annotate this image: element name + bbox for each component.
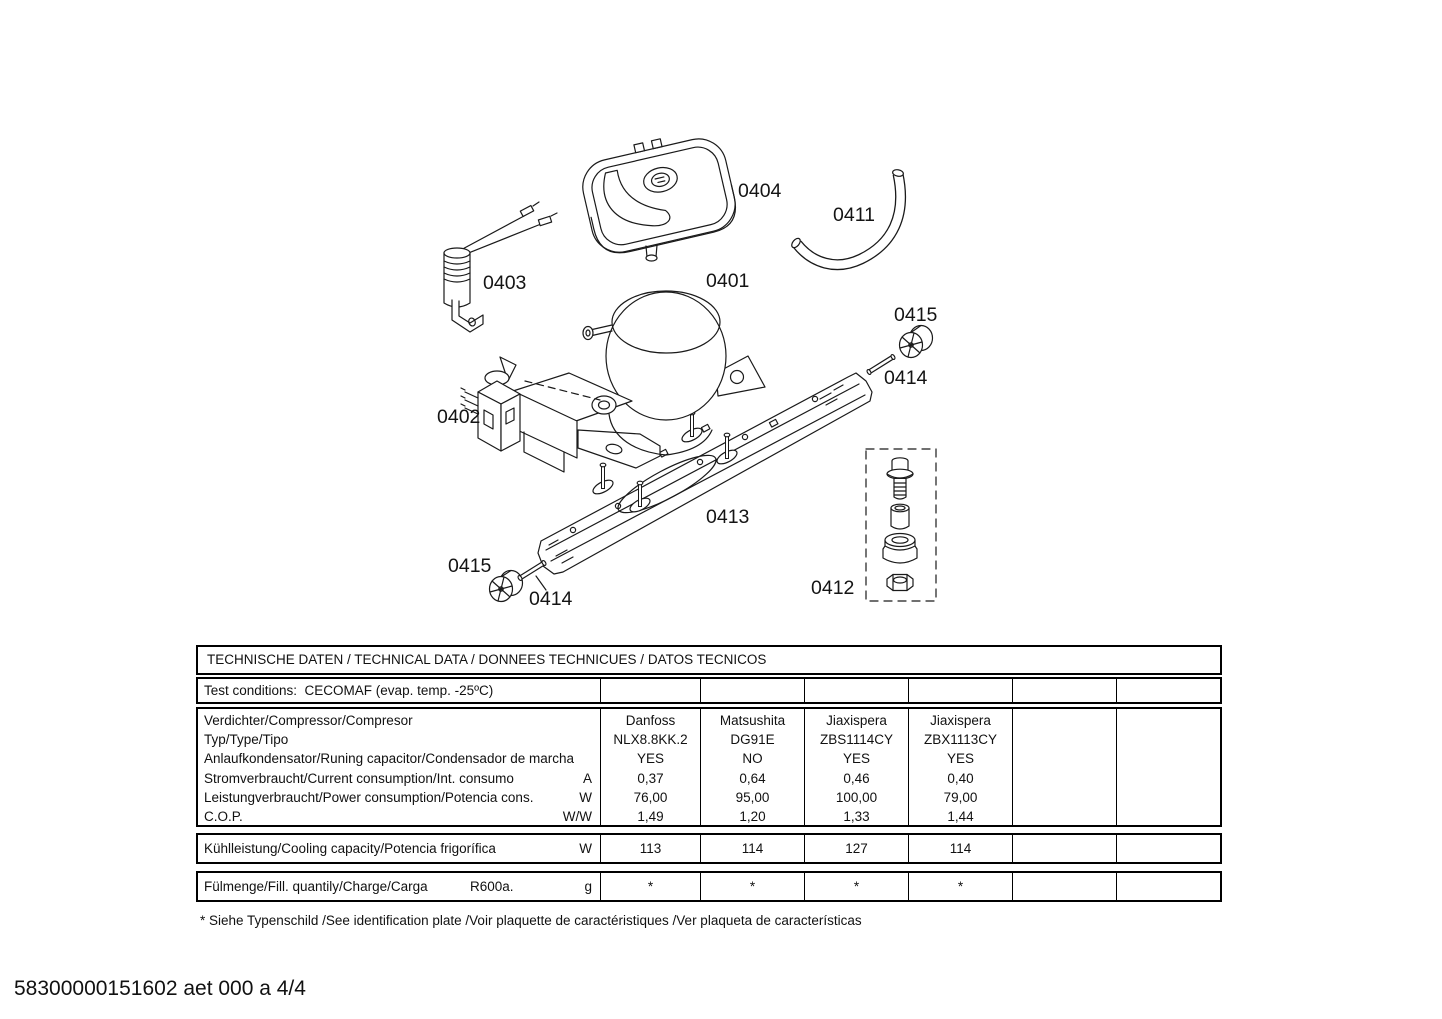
label-cop: C.O.P.: [204, 809, 243, 825]
test-conditions-box: [196, 677, 1222, 704]
empty-cell: [1116, 835, 1220, 862]
capacitor-part: [444, 202, 557, 332]
cooling-value: 127: [804, 835, 908, 862]
part-label-0404: 0404: [738, 180, 782, 202]
compressor-column-jiaxispera-1: Jiaxispera ZBS1114CY YES 0,46 100,00 1,33: [804, 709, 908, 827]
label-cooling-capacity: Kühlleistung/Cooling capacity/Potencia frigorífica: [204, 840, 496, 856]
charge-value: *: [804, 873, 908, 900]
test-conditions-text: Test conditions: CECOMAF (evap. temp. -25ºC): [204, 682, 494, 698]
label-type: Typ/Type/Tipo: [204, 732, 289, 748]
charge-value: *: [908, 873, 1012, 900]
cooling-value: 114: [700, 835, 804, 862]
empty-cell: [1012, 873, 1116, 900]
part-label-0413: 0413: [706, 506, 750, 528]
unit-charge: g: [584, 878, 592, 894]
charge-value: *: [600, 873, 700, 900]
compressor-column-danfoss: Danfoss NLX8.8KK.2 YES 0,37 76,00 1,49: [600, 709, 700, 827]
empty-column: [1012, 709, 1116, 827]
unit-power: W: [579, 789, 592, 805]
compressor-column-matsushita: Matsushita DG91E NO 0,64 95,00 1,20: [700, 709, 804, 827]
empty-cell: [1012, 835, 1116, 862]
footnote: * Siehe Typenschild /See identification plate /Voir plaquette de caractéristiques /Ver plaqueta de características: [200, 913, 862, 928]
compressor-column-jiaxispera-2: Jiaxispera ZBX1113CY YES 0,40 79,00 1,44: [908, 709, 1012, 827]
label-current: Stromverbraucht/Current consumption/Int. consumo: [204, 770, 514, 786]
unit-cooling: W: [579, 840, 592, 856]
drain-hose-part: [790, 169, 904, 265]
part-label-0401: 0401: [706, 270, 750, 292]
empty-column: [1116, 709, 1220, 827]
empty-cell: [700, 679, 804, 702]
part-label-0414-bottom: 0414: [529, 588, 573, 610]
pin-top-part: [866, 354, 927, 389]
label-run-capacitor: Anlaufkondensator/Runing capacitor/Condensador de marcha: [204, 751, 574, 767]
empty-cell: [908, 679, 1012, 702]
compressor-data-box: [196, 707, 1222, 827]
empty-cell: [1116, 679, 1220, 702]
exploded-parts-diagram: [420, 95, 985, 630]
cooling-value: 114: [908, 835, 1012, 862]
table-title: TECHNISCHE DATEN / TECHNICAL DATA / DONNEES TECHNICUES / DATOS TECNICOS: [207, 652, 767, 668]
document-code: 58300000151602 aet 000 a 4/4: [14, 977, 306, 1000]
refrigerant-charge-box: [196, 871, 1222, 902]
refrigerant-type: R600a.: [470, 878, 514, 894]
empty-cell: [1012, 679, 1116, 702]
part-label-0412: 0412: [811, 577, 855, 599]
label-power: Leistungverbraucht/Power consumption/Potencia cons.: [204, 789, 534, 805]
drip-tray-part: [575, 126, 781, 261]
cooling-capacity-box: [196, 833, 1222, 864]
charge-value: *: [700, 873, 804, 900]
row-labels-column: [198, 709, 600, 827]
part-label-0402: 0402: [437, 406, 481, 428]
label-compressor: Verdichter/Compressor/Compresor: [204, 712, 413, 728]
label-charge: Fülmenge/Fill. quantily/Charge/Carga: [204, 878, 428, 894]
unit-cop: W/W: [562, 809, 592, 825]
mounting-kit-part: [811, 449, 936, 601]
empty-cell: [804, 679, 908, 702]
part-label-0411: 0411: [833, 204, 875, 226]
table-title-box: [196, 645, 1222, 675]
wheel-top-part: [894, 304, 938, 358]
empty-cell: [1116, 873, 1220, 900]
part-label-0415-top: 0415: [894, 304, 938, 326]
part-label-0403: 0403: [483, 272, 527, 294]
empty-cell: [600, 679, 700, 702]
part-label-0415-bottom: 0415: [448, 555, 492, 577]
unit-current: A: [582, 770, 592, 786]
cooling-value: 113: [600, 835, 700, 862]
wheel-bottom-part: [448, 555, 523, 602]
part-label-0414-top: 0414: [884, 367, 928, 389]
